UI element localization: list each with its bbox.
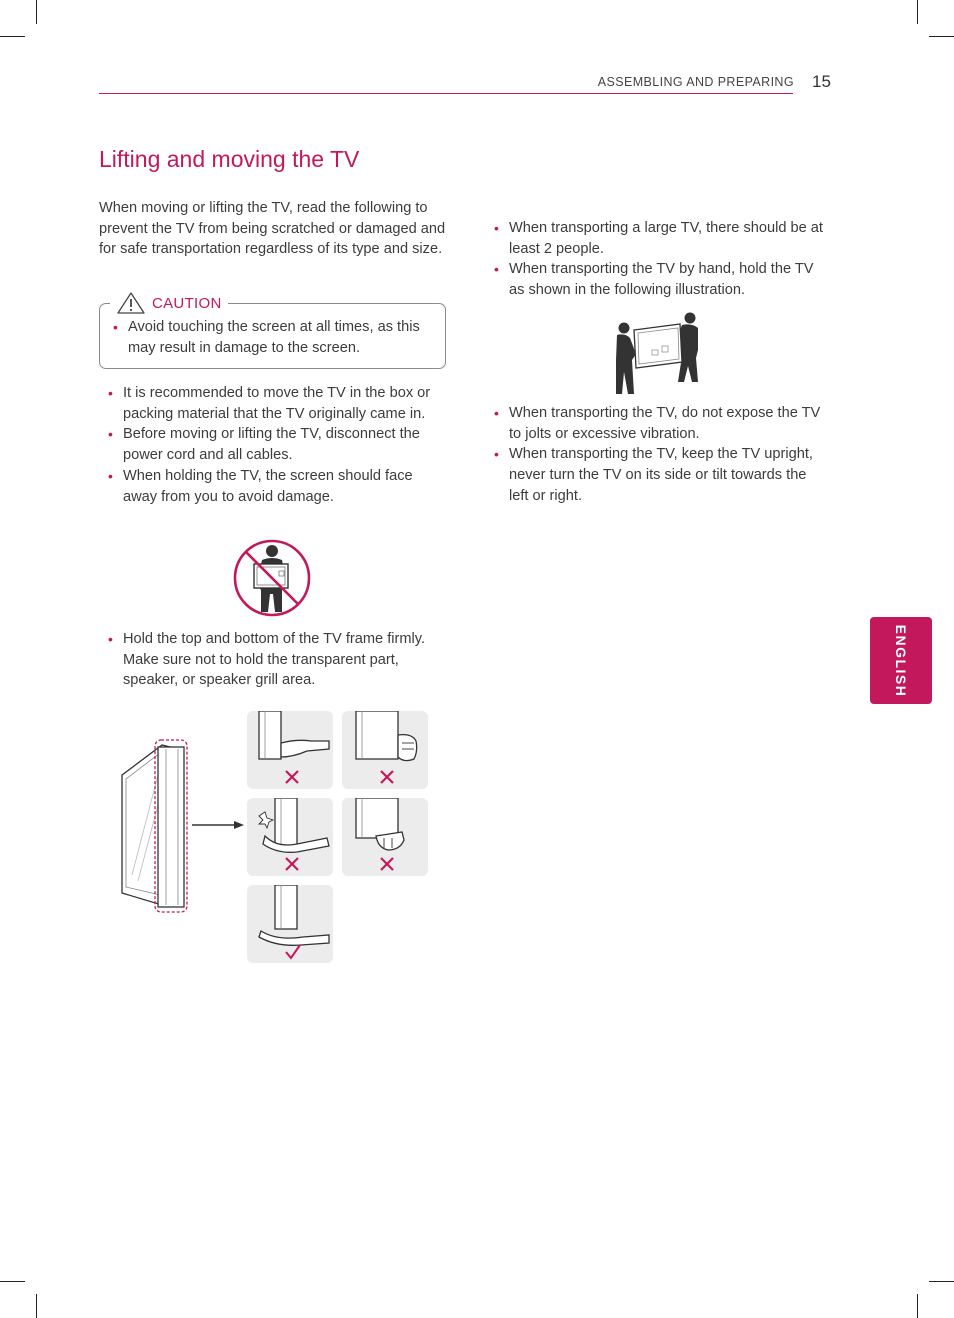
bullet-dot-icon: • xyxy=(108,467,113,484)
no-carry-facing-screen-illustration xyxy=(232,538,312,618)
grip-panel-wrong xyxy=(247,711,333,789)
left-bullet-list xyxy=(108,383,438,507)
list-item xyxy=(108,629,438,691)
arrow-right-icon xyxy=(192,821,244,829)
right-bullet-list-2 xyxy=(494,403,824,507)
bullet-dot-icon: • xyxy=(494,220,499,236)
list-item xyxy=(494,218,824,259)
bullet-text: Hold the top and bottom of the TV frame firmly. Make sure not to hold the transparent part, speaker, or speaker grill area. xyxy=(123,631,426,689)
grip-panel-wrong xyxy=(342,798,428,876)
page-number: 15 xyxy=(812,72,831,91)
crop-mark xyxy=(917,0,918,24)
caution-label: CAUTION xyxy=(152,294,222,312)
header-rule xyxy=(99,93,793,94)
check-mark-icon xyxy=(284,943,302,961)
x-mark-icon xyxy=(284,856,300,872)
tv-frame-diagram xyxy=(112,735,247,915)
bullet-dot-icon: • xyxy=(108,426,113,443)
list-item xyxy=(113,317,431,358)
bullet-dot-icon: • xyxy=(108,631,113,647)
bullet-text: Before moving or lifting the TV, disconnect the power cord and all cables. xyxy=(123,426,420,464)
person-left-icon xyxy=(616,323,636,395)
language-tab-label: ENGLISH xyxy=(893,624,909,697)
language-tab xyxy=(870,617,932,704)
list-item xyxy=(494,259,824,300)
bullet-text: When transporting a large TV, there should be at least 2 people. xyxy=(509,220,823,257)
bullet-dot-icon: • xyxy=(494,405,499,421)
list-item xyxy=(108,466,438,507)
caution-list xyxy=(113,317,431,358)
bullet-dot-icon: • xyxy=(494,446,499,463)
bullet-text: It is recommended to move the TV in the box or packing material that the TV originally came in. xyxy=(123,385,431,422)
bullet-dot-icon: • xyxy=(494,261,499,278)
x-mark-icon xyxy=(284,769,300,785)
caution-text: Avoid touching the screen at all times, as this may result in damage to the screen. xyxy=(128,319,420,356)
list-item xyxy=(108,383,438,424)
bullet-dot-icon: • xyxy=(108,385,113,401)
intro-paragraph: When moving or lifting the TV, read the following to prevent the TV from being scratched or damaged and for safe transportation regardless of its type and size. xyxy=(99,200,446,258)
warning-triangle-icon xyxy=(116,291,146,315)
page-title: Lifting and moving the TV xyxy=(99,146,360,172)
bullet-text: When holding the TV, the screen should face away from you to avoid damage. xyxy=(123,467,413,505)
x-mark-icon xyxy=(379,769,395,785)
bullet-text: When transporting the TV, do not expose the TV to jolts or excessive vibration. xyxy=(509,405,821,442)
crop-mark xyxy=(36,0,37,24)
running-header-section: ASSEMBLING AND PREPARING xyxy=(597,75,794,89)
list-item xyxy=(108,424,438,465)
x-mark-icon xyxy=(379,856,395,872)
bullet-dot-icon: • xyxy=(113,319,118,335)
grip-panel-wrong xyxy=(247,798,333,876)
tv-icon xyxy=(634,324,682,368)
crop-mark xyxy=(917,1294,918,1318)
crop-mark xyxy=(929,1281,954,1282)
tv-side-view-icon xyxy=(122,745,184,907)
two-people-carrying-tv-illustration xyxy=(612,310,702,398)
crop-mark xyxy=(36,1294,37,1318)
bullet-text: When transporting the TV by hand, hold the TV as shown in the following illustration. xyxy=(509,261,814,299)
crop-mark xyxy=(929,36,954,37)
list-item xyxy=(494,444,824,506)
left-bullet-list-2 xyxy=(108,629,438,691)
grip-panel-correct xyxy=(247,885,333,963)
list-item xyxy=(494,403,824,444)
caution-heading xyxy=(110,292,228,314)
right-bullet-list xyxy=(494,218,824,301)
crop-mark xyxy=(0,36,25,37)
grip-panel-wrong xyxy=(342,711,428,789)
bullet-text: When transporting the TV, keep the TV upright, never turn the TV on its side or tilt towards the left or right. xyxy=(509,446,813,504)
crop-mark xyxy=(0,1281,25,1282)
